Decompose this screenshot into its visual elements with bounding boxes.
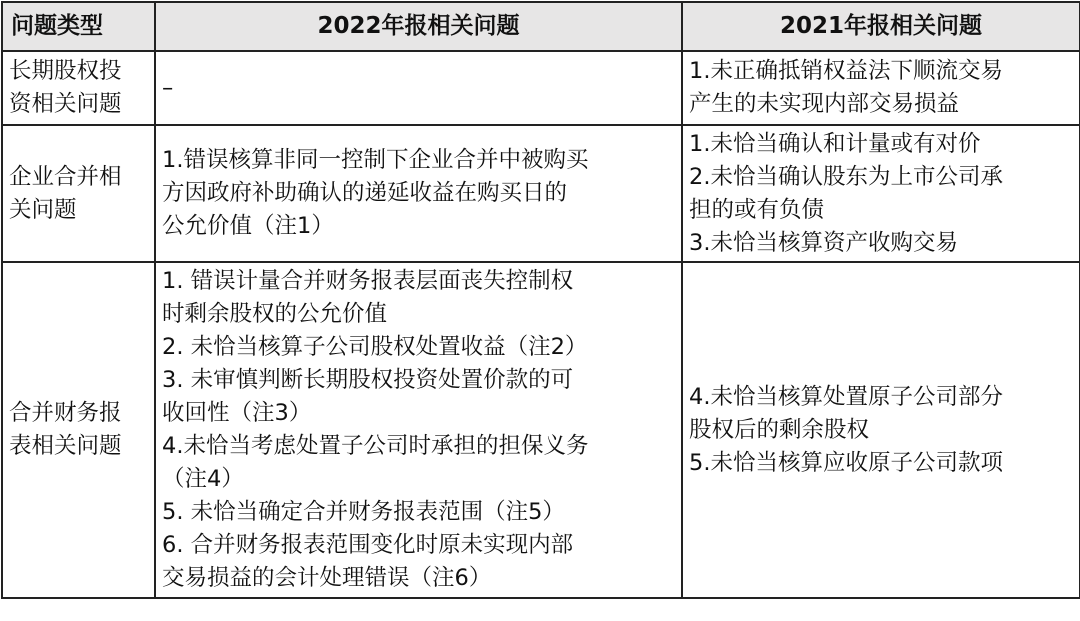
header-row: [2, 2, 1080, 51]
issue-line: 1.未正确抵销权益法下顺流交易: [689, 58, 1003, 84]
issue-line: 1. 错误计量合并财务报表层面丧失控制权: [162, 268, 574, 294]
issue-line: 担的或有负债: [689, 196, 825, 223]
issues-2021-cell: [682, 125, 1080, 262]
issue-line: 6. 合并财务报表范围变化时原未实现内部: [162, 532, 574, 558]
issue-line: 5. 未恰当确定合并财务报表范围（注5）: [162, 499, 565, 525]
category-line: 关问题: [9, 196, 77, 223]
issue-line: 股权后的剩余股权: [689, 416, 870, 443]
issue-line: 交易损益的会计处理错误（注6）: [162, 565, 492, 591]
issue-line: 5.未恰当核算应收原子公司款项: [689, 449, 1003, 476]
issues-2022-cell: [155, 51, 682, 125]
issue-line: 3.未恰当核算资产收购交易: [689, 229, 958, 256]
issue-line: 方因政府补助确认的递延收益在购买日的: [162, 180, 568, 206]
issue-line: 4.未恰当核算处置原子公司部分: [689, 383, 1003, 410]
category-line: 企业合并相: [9, 163, 122, 190]
category-line: 资相关问题: [9, 91, 122, 117]
table-row: [2, 262, 1080, 598]
issue-line: 3. 未审慎判断长期股权投资处置价款的可: [162, 367, 574, 393]
category-cell: [2, 125, 155, 262]
category-cell: [2, 51, 155, 125]
issues-2022-cell: [155, 262, 682, 598]
issue-line: 公允价值（注1）: [162, 213, 334, 239]
issues-table: [1, 1, 1080, 599]
issue-line: 2.未恰当确认股东为上市公司承: [689, 163, 1003, 190]
category-line: 长期股权投: [9, 58, 122, 84]
header-2022-issues: 2022年报相关问题: [155, 2, 682, 51]
issue-line: 产生的未实现内部交易损益: [689, 91, 960, 117]
issues-2022-cell: [155, 125, 682, 262]
issue-line: 时剩余股权的公允价值: [162, 301, 388, 327]
issues-2021-cell: [682, 262, 1080, 598]
issue-line: 1.错误核算非同一控制下企业合并中被购买: [162, 147, 589, 173]
category-line: 表相关问题: [9, 433, 122, 459]
issue-line: 2. 未恰当核算子公司股权处置收益（注2）: [162, 334, 588, 360]
issue-line: –: [162, 74, 174, 101]
issue-line: （注4）: [162, 466, 244, 492]
table-row: [2, 125, 1080, 262]
header-issue-type: 问题类型: [2, 2, 155, 51]
table-row: [2, 51, 1080, 125]
category-cell: [2, 262, 155, 598]
header-2021-issues: 2021年报相关问题: [682, 2, 1080, 51]
issues-2021-cell: [682, 51, 1080, 125]
issue-line: 1.未恰当确认和计量或有对价: [689, 130, 981, 157]
issue-line: 收回性（注3）: [162, 400, 312, 426]
category-line: 合并财务报: [9, 400, 122, 426]
issue-line: 4.未恰当考虑处置子公司时承担的担保义务: [162, 433, 589, 459]
